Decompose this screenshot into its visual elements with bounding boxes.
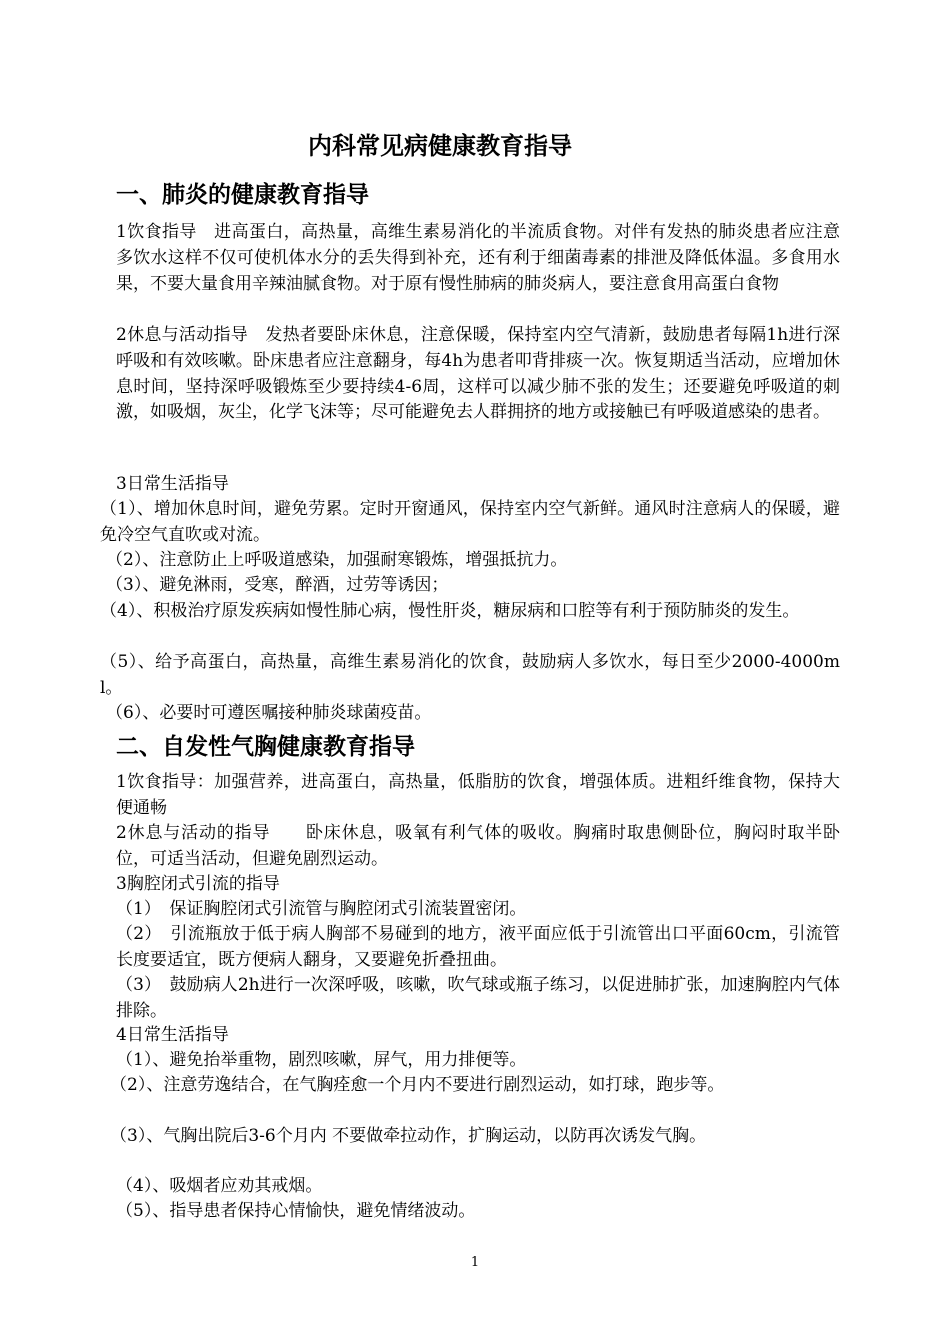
- list-item-pneumonia-6: （6）、必要时可遵医嘱接种肺炎球菌疫苗。: [106, 703, 432, 723]
- list-item-pneumonia-2: （2）、注意防止上呼吸道感染，加强耐寒锻炼，增强抵抗力。: [106, 550, 568, 570]
- section-heading-pneumothorax: 二、自发性气胸健康教育指导: [116, 734, 415, 760]
- paragraph-pneumothorax-rest: 2休息与活动的指导 卧床休息，吸氧有利气体的吸收。胸痛时取患侧卧位，胸闷时取半卧位，可适当活动，但避免剧烈运动。: [116, 823, 840, 869]
- list-item-pneumonia-3: （3）、避免淋雨，受寒，醉酒，过劳等诱因；: [106, 575, 449, 595]
- paragraph-pneumonia-rest: 2休息与活动指导 发热者要卧床休息，注意保暖，保持室内空气清新，鼓励患者每隔1h进行深呼吸和有效咳嗽。卧床患者应注意翻身，每4h为患者叩背排痰一次。恢复期适当活动，应增加休息时间，坚持深呼吸锻炼至少要持续4-6周，这样可以减少肺不张的发生；还要避免呼吸道的刺激，如吸烟，灰尘，化学飞沫等；尽可能避免去人群拥挤的地方或接触已有呼吸道感染的患者。: [116, 325, 840, 423]
- subheading-pneumothorax-drainage: 3胸腔闭式引流的指导: [116, 874, 280, 894]
- list-item-pneumothorax-4: （4）、吸烟者应劝其戒烟。: [116, 1176, 323, 1196]
- list-item-pneumothorax-5: （5）、指导患者保持心情愉快，避免情绪波动。: [116, 1201, 476, 1221]
- paragraph-pneumonia-diet: 1饮食指导 进高蛋白，高热量，高维生素易消化的半流质食物。对伴有发热的肺炎患者应注意多饮水这样不仅可使机体水分的丢失得到补充，还有利于细菌毒素的排泄及降低体温。多食用水果，不要大量食用辛辣油腻食物。对于原有慢性肺病的肺炎病人，要注意食用高蛋白食物: [116, 222, 840, 294]
- page-title: 内科常见病健康教育指导: [308, 132, 572, 160]
- section-heading-pneumonia: 一、肺炎的健康教育指导: [116, 182, 369, 208]
- subheading-pneumonia-daily: 3日常生活指导: [116, 474, 229, 494]
- list-item-drainage-2: （2） 引流瓶放于低于病人胸部不易碰到的地方，液平面应低于引流管出口平面60cm，引流管长度要适宜，既方便病人翻身，又要避免折叠扭曲。: [116, 924, 840, 970]
- list-item-pneumonia-4: （4）、积极治疗原发疾病如慢性肺心病，慢性肝炎，糖尿病和口腔等有利于预防肺炎的发生。: [100, 601, 800, 621]
- page-number: 1: [470, 1255, 480, 1270]
- list-item-drainage-3: （3） 鼓励病人2h进行一次深呼吸，咳嗽，吹气球或瓶子练习，以促进肺扩张，加速胸腔内气体排除。: [116, 975, 840, 1021]
- list-item-pneumothorax-1: （1）、避免抬举重物，剧烈咳嗽，屏气，用力排便等。: [116, 1050, 527, 1070]
- list-item-pneumonia-5: （5）、给予高蛋白，高热量，高维生素易消化的饮食，鼓励病人多饮水，每日至少2000-4000ml。: [100, 652, 840, 698]
- list-item-pneumonia-1: （1）、增加休息时间，避免劳累。定时开窗通风，保持室内空气新鲜。通风时注意病人的保暖，避免冷空气直吹或对流。: [100, 499, 840, 545]
- list-item-pneumothorax-2: （2）、注意劳逸结合，在气胸痊愈一个月内不要进行剧烈运动，如打球，跑步等。: [110, 1075, 725, 1095]
- subheading-pneumothorax-daily: 4日常生活指导: [116, 1025, 229, 1045]
- list-item-drainage-1: （1） 保证胸腔闭式引流管与胸腔闭式引流装置密闭。: [116, 899, 527, 919]
- paragraph-pneumothorax-diet: 1饮食指导：加强营养，进高蛋白，高热量，低脂肪的饮食，增强体质。进粗纤维食物，保持大便通畅: [116, 772, 840, 818]
- list-item-pneumothorax-3: （3）、气胸出院后3-6个月内 不要做牵拉动作，扩胸运动，以防再次诱发气胸。: [110, 1126, 707, 1146]
